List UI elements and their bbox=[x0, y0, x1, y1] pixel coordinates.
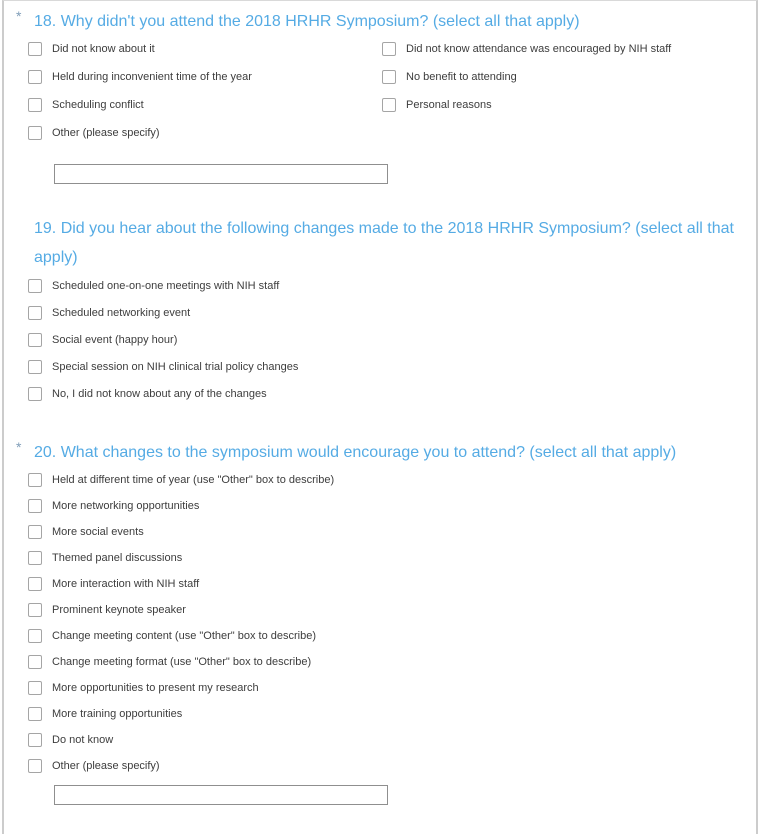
checkbox[interactable] bbox=[28, 98, 42, 112]
checkbox[interactable] bbox=[382, 42, 396, 56]
option-label: Change meeting content (use "Other" box to describe) bbox=[52, 630, 317, 642]
checkbox[interactable] bbox=[382, 98, 396, 112]
option-label: Scheduled one-on-one meetings with NIH staff bbox=[52, 280, 280, 292]
checkbox-option-one-on-one-meetings[interactable] bbox=[28, 279, 746, 293]
question-20 bbox=[16, 438, 746, 805]
checkbox-option-different-time-of-year[interactable] bbox=[28, 473, 746, 487]
question-20-other-specify-input[interactable] bbox=[54, 785, 388, 805]
question-18-title: 18. Why didn't you attend the 2018 HRHR Symposium? (select all that apply) bbox=[34, 13, 580, 30]
option-label: Held during inconvenient time of the year bbox=[52, 71, 252, 83]
question-19-header bbox=[28, 214, 746, 272]
checkbox[interactable] bbox=[28, 306, 42, 320]
option-label: Other (please specify) bbox=[52, 760, 160, 772]
question-18 bbox=[16, 7, 746, 184]
checkbox-option-more-training[interactable] bbox=[28, 707, 746, 721]
checkbox-option-change-format[interactable] bbox=[28, 655, 746, 669]
checkbox[interactable] bbox=[28, 525, 42, 539]
checkbox[interactable] bbox=[28, 603, 42, 617]
checkbox[interactable] bbox=[28, 707, 42, 721]
checkbox[interactable] bbox=[28, 42, 42, 56]
option-label: Personal reasons bbox=[406, 99, 492, 111]
checkbox[interactable] bbox=[28, 759, 42, 773]
option-label: Change meeting format (use "Other" box to describe) bbox=[52, 656, 312, 668]
checkbox[interactable] bbox=[28, 333, 42, 347]
option-label: Did not know attendance was encouraged by NIH staff bbox=[406, 43, 672, 55]
option-label: Special session on NIH clinical trial policy changes bbox=[52, 361, 299, 373]
checkbox-option-do-not-know[interactable] bbox=[28, 733, 746, 747]
option-label: No, I did not know about any of the changes bbox=[52, 388, 267, 400]
option-label: Other (please specify) bbox=[52, 127, 160, 139]
option-label: More social events bbox=[52, 526, 144, 538]
checkbox-option-scheduling-conflict[interactable] bbox=[28, 98, 382, 112]
option-label: Scheduled networking event bbox=[52, 307, 191, 319]
checkbox-option-themed-panels[interactable] bbox=[28, 551, 746, 565]
checkbox-option-personal-reasons[interactable] bbox=[382, 98, 746, 112]
checkbox[interactable] bbox=[382, 70, 396, 84]
option-label: More networking opportunities bbox=[52, 500, 200, 512]
checkbox[interactable] bbox=[28, 655, 42, 669]
checkbox-option-special-session[interactable] bbox=[28, 360, 746, 374]
question-19-options bbox=[28, 279, 746, 401]
question-20-title: 20. What changes to the symposium would encourage you to attend? (select all that apply) bbox=[34, 444, 677, 461]
checkbox-option-did-not-know[interactable] bbox=[28, 42, 382, 56]
checkbox-option-more-social-events[interactable] bbox=[28, 525, 746, 539]
checkbox[interactable] bbox=[28, 70, 42, 84]
checkbox-option-other[interactable] bbox=[28, 126, 382, 140]
question-20-header bbox=[16, 438, 746, 467]
survey-page bbox=[2, 0, 758, 834]
checkbox[interactable] bbox=[28, 279, 42, 293]
option-label: No benefit to attending bbox=[406, 71, 517, 83]
option-label: Do not know bbox=[52, 734, 114, 746]
question-18-options-right-column bbox=[382, 42, 746, 154]
checkbox-option-did-not-know-changes[interactable] bbox=[28, 387, 746, 401]
checkbox[interactable] bbox=[28, 387, 42, 401]
checkbox-option-change-content[interactable] bbox=[28, 629, 746, 643]
checkbox-option-social-event[interactable] bbox=[28, 333, 746, 347]
option-label: Held at different time of year (use "Other" box to describe) bbox=[52, 474, 335, 486]
option-label: Scheduling conflict bbox=[52, 99, 144, 111]
question-18-other-specify-input[interactable] bbox=[54, 164, 388, 184]
question-19-title: 19. Did you hear about the following changes made to the 2018 HRHR Symposium? (select all that apply) bbox=[34, 220, 734, 266]
option-label: Themed panel discussions bbox=[52, 552, 183, 564]
question-20-options bbox=[28, 473, 746, 773]
checkbox-option-more-networking[interactable] bbox=[28, 499, 746, 513]
question-18-options bbox=[28, 42, 746, 154]
checkbox[interactable] bbox=[28, 681, 42, 695]
checkbox[interactable] bbox=[28, 360, 42, 374]
required-asterisk: * bbox=[16, 8, 22, 24]
question-18-options-left-column bbox=[28, 42, 382, 154]
checkbox[interactable] bbox=[28, 577, 42, 591]
checkbox-option-no-benefit[interactable] bbox=[382, 70, 746, 84]
checkbox-option-attendance-encouraged[interactable] bbox=[382, 42, 746, 56]
option-label: More training opportunities bbox=[52, 708, 183, 720]
question-19 bbox=[28, 214, 746, 401]
checkbox-option-keynote-speaker[interactable] bbox=[28, 603, 746, 617]
option-label: More opportunities to present my research bbox=[52, 682, 259, 694]
required-asterisk: * bbox=[16, 439, 22, 455]
checkbox-option-present-research[interactable] bbox=[28, 681, 746, 695]
checkbox[interactable] bbox=[28, 473, 42, 487]
checkbox[interactable] bbox=[28, 126, 42, 140]
checkbox[interactable] bbox=[28, 733, 42, 747]
option-label: Prominent keynote speaker bbox=[52, 604, 186, 616]
checkbox-option-other[interactable] bbox=[28, 759, 746, 773]
checkbox-option-networking-event[interactable] bbox=[28, 306, 746, 320]
question-18-header bbox=[16, 7, 746, 36]
option-label: Did not know about it bbox=[52, 43, 155, 55]
option-label: More interaction with NIH staff bbox=[52, 578, 200, 590]
checkbox[interactable] bbox=[28, 629, 42, 643]
checkbox-option-more-nih-interaction[interactable] bbox=[28, 577, 746, 591]
checkbox-option-inconvenient-time[interactable] bbox=[28, 70, 382, 84]
checkbox[interactable] bbox=[28, 499, 42, 513]
checkbox[interactable] bbox=[28, 551, 42, 565]
option-label: Social event (happy hour) bbox=[52, 334, 178, 346]
